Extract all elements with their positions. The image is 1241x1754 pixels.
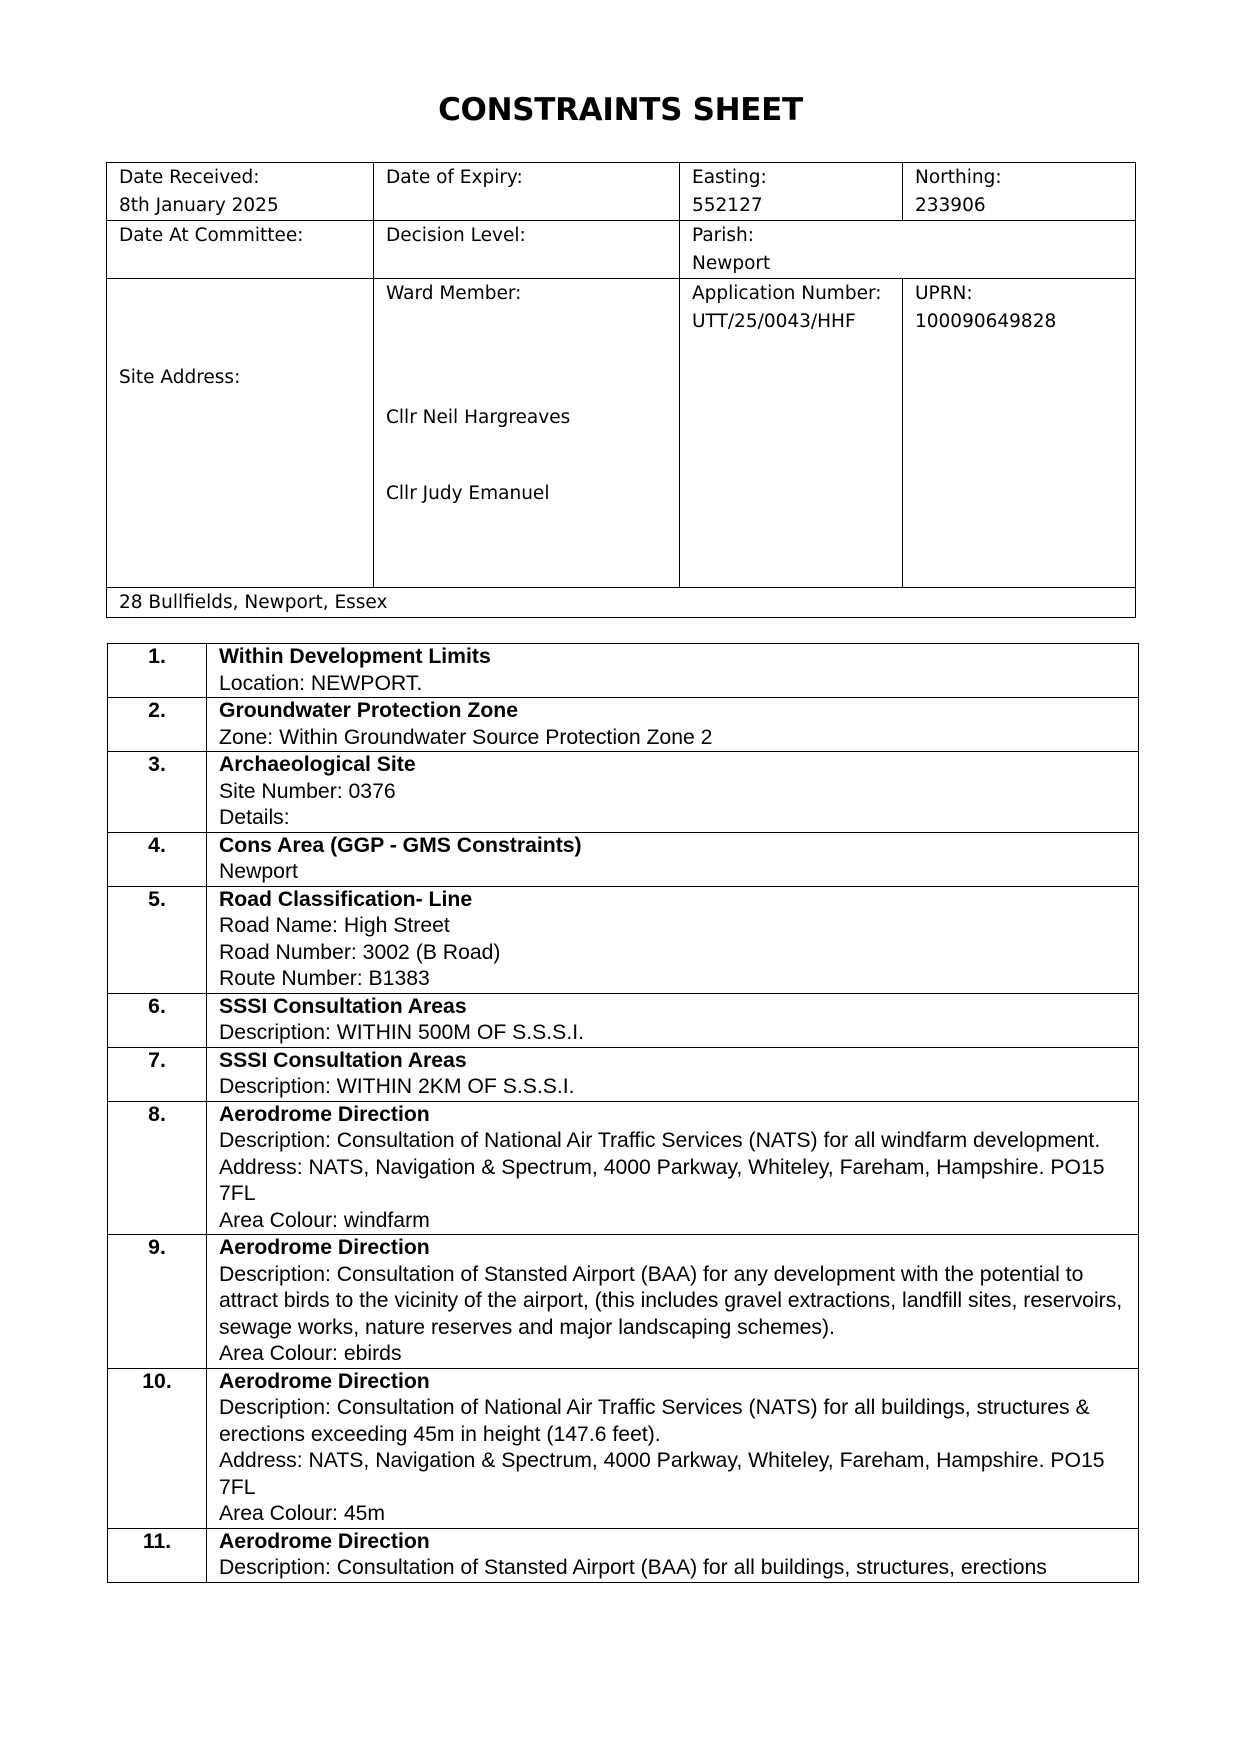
constraint-number: 2. — [108, 698, 207, 752]
easting-label: Easting: — [692, 167, 767, 188]
date-received-value: 8th January 2025 — [119, 195, 279, 216]
parish-cell — [680, 221, 1136, 279]
parish-value: Newport — [692, 253, 771, 274]
constraint-row — [108, 1528, 1139, 1582]
northing-cell — [903, 163, 1136, 221]
constraint-details — [207, 1235, 1139, 1369]
constraint-row — [108, 886, 1139, 993]
constraint-row — [108, 1235, 1139, 1369]
constraint-detail-line: Road Number: 3002 (B Road) — [219, 940, 501, 964]
constraint-title: Road Classification- Line — [219, 887, 473, 911]
application-number-value: UTT/25/0043/HHF — [692, 311, 856, 332]
uprn-cell — [903, 279, 1136, 588]
constraint-number: 10. — [108, 1368, 207, 1528]
site-address-cell — [107, 588, 1136, 618]
constraint-title: Groundwater Protection Zone — [219, 699, 518, 722]
date-expiry-cell — [374, 163, 680, 221]
constraint-detail-line: Description: Consultation of Stansted Airport (BAA) for all buildings, structures, erections — [219, 1556, 1047, 1579]
ward-member-cell — [374, 279, 680, 588]
northing-label: Northing: — [915, 167, 1002, 188]
application-details-table — [106, 162, 1136, 618]
constraint-title: SSSI Consultation Areas — [219, 994, 467, 1018]
constraint-detail-line: Description: WITHIN 500M OF S.S.S.I. — [219, 1021, 584, 1044]
constraint-number: 7. — [108, 1047, 207, 1101]
constraint-title: SSSI Consultation Areas — [219, 1048, 467, 1072]
easting-cell — [680, 163, 903, 221]
constraint-title: Within Development Limits — [219, 645, 491, 668]
constraint-detail-line: Address: NATS, Navigation & Spectrum, 4000 Parkway, Whiteley, Fareham, Hampshire. PO15 7FL — [219, 1155, 1105, 1205]
ward-member-name: Cllr Judy Emanuel — [386, 483, 550, 504]
constraint-row — [108, 644, 1139, 698]
constraint-detail-line: Route Number: B1383 — [219, 967, 430, 990]
site-address-value: 28 Bullfields, Newport, Essex — [119, 592, 388, 613]
constraint-row — [108, 1047, 1139, 1101]
constraint-number: 6. — [108, 993, 207, 1047]
constraint-details — [207, 1528, 1139, 1582]
constraint-details — [207, 886, 1139, 993]
constraint-title: Cons Area (GGP - GMS Constraints) — [219, 833, 582, 857]
constraint-number: 4. — [108, 832, 207, 886]
constraint-detail-line: Description: Consultation of National Air Traffic Services (NATS) for all windfarm development. — [219, 1129, 1101, 1152]
constraints-table — [107, 643, 1139, 1583]
date-received-cell — [107, 163, 374, 221]
application-number-label: Application Number: — [692, 283, 882, 304]
constraint-details — [207, 1047, 1139, 1101]
constraint-row — [108, 832, 1139, 886]
constraint-detail-line: Details: — [219, 806, 290, 829]
constraint-row — [108, 1368, 1139, 1528]
date-received-label: Date Received: — [119, 167, 260, 188]
constraint-detail-line: Road Name: High Street — [219, 914, 450, 937]
constraint-number: 9. — [108, 1235, 207, 1369]
constraint-detail-line: Newport — [219, 860, 298, 883]
date-committee-label: Date At Committee: — [119, 225, 304, 246]
easting-value: 552127 — [692, 195, 763, 216]
site-address-label-cell — [107, 279, 374, 588]
site-address-label: Site Address: — [119, 366, 241, 388]
decision-level-cell — [374, 221, 680, 279]
constraint-title: Aerodrome Direction — [219, 1529, 430, 1553]
constraint-details — [207, 832, 1139, 886]
constraint-details — [207, 644, 1139, 698]
constraint-row — [108, 698, 1139, 752]
page-title: CONSTRAINTS SHEET — [438, 92, 803, 128]
constraint-number: 3. — [108, 752, 207, 833]
constraint-row — [108, 1101, 1139, 1235]
northing-value: 233906 — [915, 195, 986, 216]
constraint-number: 1. — [108, 644, 207, 698]
uprn-label: UPRN: — [915, 283, 973, 304]
constraint-title: Aerodrome Direction — [219, 1102, 430, 1126]
constraint-title: Aerodrome Direction — [219, 1369, 430, 1393]
constraint-details — [207, 752, 1139, 833]
constraint-detail-line: Description: Consultation of Stansted Airport (BAA) for any development with the potential to attract birds to the vicinity of the airport, (this includes gravel extractions, landfill sites, reservoirs, sewage works, nature reserves and major landscaping schemes). — [219, 1262, 1123, 1339]
constraint-number: 5. — [108, 886, 207, 993]
constraint-detail-line: Description: WITHIN 2KM OF S.S.S.I. — [219, 1075, 575, 1098]
ward-member-label: Ward Member: — [386, 283, 522, 304]
constraint-details — [207, 1101, 1139, 1235]
constraint-detail-line: Description: Consultation of National Air Traffic Services (NATS) for all buildings, structures & erections exceeding 45m in height (147.6 feet). — [219, 1396, 1090, 1446]
constraint-detail-line: Zone: Within Groundwater Source Protection Zone 2 — [219, 725, 713, 749]
constraint-detail-line: Area Colour: windfarm — [219, 1208, 430, 1232]
parish-label: Parish: — [692, 225, 755, 246]
constraint-detail-line: Address: NATS, Navigation & Spectrum, 4000 Parkway, Whiteley, Fareham, Hampshire. PO15 7FL — [219, 1449, 1105, 1499]
constraint-detail-line: Location: NEWPORT. — [219, 671, 423, 695]
constraint-title: Aerodrome Direction — [219, 1236, 430, 1259]
constraint-detail-line: Area Colour: 45m — [219, 1502, 386, 1525]
constraint-row — [108, 993, 1139, 1047]
constraint-detail-line: Area Colour: ebirds — [219, 1342, 402, 1365]
constraint-row — [108, 752, 1139, 833]
constraint-detail-line: Site Number: 0376 — [219, 779, 396, 803]
date-expiry-label: Date of Expiry: — [386, 167, 523, 188]
constraint-title: Archaeological Site — [219, 753, 416, 776]
uprn-value: 100090649828 — [915, 311, 1057, 332]
date-committee-cell — [107, 221, 374, 279]
constraint-details — [207, 698, 1139, 752]
constraint-details — [207, 1368, 1139, 1528]
constraint-number: 11. — [108, 1528, 207, 1582]
application-number-cell — [680, 279, 903, 588]
constraint-number: 8. — [108, 1101, 207, 1235]
ward-member-name: Cllr Neil Hargreaves — [386, 407, 571, 428]
decision-level-label: Decision Level: — [386, 225, 526, 246]
constraint-details — [207, 993, 1139, 1047]
